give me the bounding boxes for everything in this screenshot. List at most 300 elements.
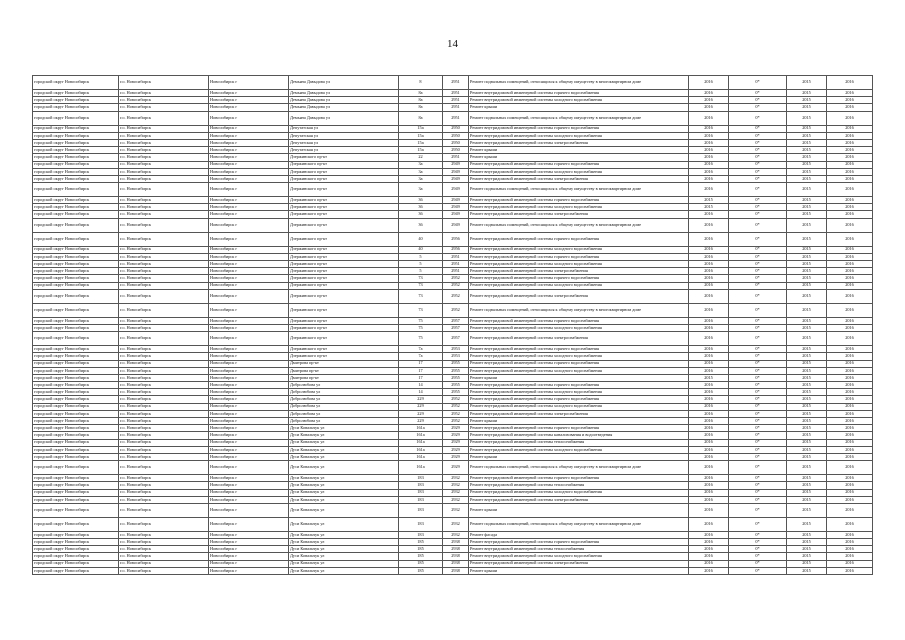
end-year-cell: 2016: [827, 246, 873, 253]
street-cell: Дуси Ковальчук ул: [289, 453, 399, 460]
municipality-cell: городской округ Новосибирск: [33, 503, 119, 517]
district-cell: г.о. Новосибирск: [119, 211, 209, 218]
work-cell: Ремонт внутридомовой инженерной системы холодного водоснабжения: [469, 389, 689, 396]
end-year-cell: 2016: [827, 353, 873, 360]
flag-cell: 0*: [729, 211, 787, 218]
code-cell: 2932: [443, 482, 469, 489]
house-cell: 17: [399, 374, 443, 381]
street-cell: Дзержинского пр-кт: [289, 154, 399, 161]
end-year-cell: 2016: [827, 425, 873, 432]
street-cell: Дуси Ковальчук ул: [289, 489, 399, 496]
year-cell: 2016: [689, 76, 729, 90]
end-year-cell: 2016: [827, 396, 873, 403]
district-cell: г.о. Новосибирск: [119, 332, 209, 346]
city-cell: Новосибирск г: [209, 246, 289, 253]
house-cell: 229: [399, 396, 443, 403]
start-year-cell: 2015: [787, 104, 827, 111]
code-cell: 2929: [443, 425, 469, 432]
city-cell: Новосибирск г: [209, 389, 289, 396]
city-cell: Новосибирск г: [209, 332, 289, 346]
municipality-cell: городской округ Новосибирск: [33, 197, 119, 204]
street-cell: Дуси Ковальчук ул: [289, 539, 399, 546]
table-row: [33, 560, 873, 567]
municipality-cell: городской округ Новосибирск: [33, 261, 119, 268]
house-cell: 161а: [399, 425, 443, 432]
start-year-cell: 2015: [787, 539, 827, 546]
city-cell: Новосибирск г: [209, 183, 289, 197]
table-row: [33, 97, 873, 104]
year-cell: 2016: [689, 275, 729, 282]
start-year-cell: 2015: [787, 90, 827, 97]
code-cell: 2950: [443, 125, 469, 132]
house-cell: 7а: [399, 346, 443, 353]
start-year-cell: 2015: [787, 418, 827, 425]
work-cell: Ремонт подвальных помещений, относящихся к общему имуществу в многоквартирном доме: [469, 183, 689, 197]
district-cell: г.о. Новосибирск: [119, 232, 209, 246]
district-cell: г.о. Новосибирск: [119, 289, 209, 303]
start-year-cell: 2015: [787, 246, 827, 253]
year-cell: 2016: [689, 139, 729, 146]
district-cell: г.о. Новосибирск: [119, 389, 209, 396]
street-cell: Дуси Ковальчук ул: [289, 560, 399, 567]
code-cell: 2956: [443, 232, 469, 246]
page-number: 14: [447, 38, 458, 50]
city-cell: Новосибирск г: [209, 539, 289, 546]
city-cell: Новосибирск г: [209, 418, 289, 425]
work-cell: Ремонт внутридомовой инженерной системы горячего водоснабжения: [469, 539, 689, 546]
start-year-cell: 2015: [787, 175, 827, 182]
work-cell: Ремонт крыши: [469, 154, 689, 161]
flag-cell: 0*: [729, 367, 787, 374]
municipality-cell: городской округ Новосибирск: [33, 439, 119, 446]
street-cell: Дзержинского пр-кт: [289, 346, 399, 353]
district-cell: г.о. Новосибирск: [119, 104, 209, 111]
city-cell: Новосибирск г: [209, 324, 289, 331]
work-cell: Ремонт крыши: [469, 104, 689, 111]
city-cell: Новосибирск г: [209, 261, 289, 268]
table-row: [33, 204, 873, 211]
municipality-cell: городской округ Новосибирск: [33, 161, 119, 168]
municipality-cell: городской округ Новосибирск: [33, 275, 119, 282]
district-cell: г.о. Новосибирск: [119, 503, 209, 517]
house-cell: 75: [399, 324, 443, 331]
city-cell: Новосибирск г: [209, 439, 289, 446]
house-cell: 3а: [399, 168, 443, 175]
code-cell: 2952: [443, 410, 469, 417]
start-year-cell: 2015: [787, 475, 827, 482]
street-cell: Депутатская ул: [289, 125, 399, 132]
end-year-cell: 2016: [827, 489, 873, 496]
table-row: [33, 475, 873, 482]
table-row: [33, 353, 873, 360]
year-cell: 2016: [689, 289, 729, 303]
start-year-cell: 2015: [787, 425, 827, 432]
code-cell: 2951: [443, 90, 469, 97]
work-cell: Ремонт внутридомовой инженерной системы горячего водоснабжения: [469, 275, 689, 282]
street-cell: Дуси Ковальчук ул: [289, 425, 399, 432]
work-cell: Ремонт подвальных помещений, относящихся к общему имуществу в многоквартирном доме: [469, 461, 689, 475]
flag-cell: 0*: [729, 183, 787, 197]
start-year-cell: 2015: [787, 147, 827, 154]
year-cell: 2016: [689, 475, 729, 482]
district-cell: г.о. Новосибирск: [119, 253, 209, 260]
municipality-cell: городской округ Новосибирск: [33, 211, 119, 218]
district-cell: г.о. Новосибирск: [119, 147, 209, 154]
year-cell: 2016: [689, 111, 729, 125]
street-cell: Дзержинского пр-кт: [289, 268, 399, 275]
street-cell: Демьяна Давыдова ул: [289, 104, 399, 111]
municipality-cell: городской округ Новосибирск: [33, 154, 119, 161]
district-cell: г.о. Новосибирск: [119, 418, 209, 425]
end-year-cell: 2016: [827, 76, 873, 90]
end-year-cell: 2016: [827, 97, 873, 104]
end-year-cell: 2016: [827, 453, 873, 460]
code-cell: 2932: [443, 517, 469, 531]
code-cell: 2938: [443, 539, 469, 546]
street-cell: Депутатская ул: [289, 132, 399, 139]
street-cell: Дмитрова пр-кт: [289, 374, 399, 381]
municipality-cell: городской округ Новосибирск: [33, 303, 119, 317]
house-cell: 8а: [399, 97, 443, 104]
work-cell: Ремонт внутридомовой инженерной системы канализования и водоотведения: [469, 432, 689, 439]
house-cell: 161а: [399, 446, 443, 453]
municipality-cell: городской округ Новосибирск: [33, 418, 119, 425]
district-cell: г.о. Новосибирск: [119, 303, 209, 317]
city-cell: Новосибирск г: [209, 90, 289, 97]
code-cell: 2950: [443, 132, 469, 139]
municipality-cell: городской округ Новосибирск: [33, 446, 119, 453]
code-cell: 2932: [443, 503, 469, 517]
work-cell: Ремонт внутридомовой инженерной системы холодного водоснабжения: [469, 261, 689, 268]
street-cell: Дзержинского пр-кт: [289, 175, 399, 182]
street-cell: Дзержинского пр-кт: [289, 218, 399, 232]
district-cell: г.о. Новосибирск: [119, 125, 209, 132]
code-cell: 2955: [443, 360, 469, 367]
street-cell: Дзержинского пр-кт: [289, 275, 399, 282]
municipality-cell: городской округ Новосибирск: [33, 317, 119, 324]
work-cell: Ремонт внутридомовой инженерной системы электроснабжения: [469, 332, 689, 346]
city-cell: Новосибирск г: [209, 97, 289, 104]
district-cell: г.о. Новосибирск: [119, 496, 209, 503]
municipality-cell: городской округ Новосибирск: [33, 517, 119, 531]
district-cell: г.о. Новосибирск: [119, 317, 209, 324]
start-year-cell: 2015: [787, 154, 827, 161]
code-cell: 2952: [443, 275, 469, 282]
district-cell: г.о. Новосибирск: [119, 374, 209, 381]
flag-cell: 0*: [729, 353, 787, 360]
district-cell: г.о. Новосибирск: [119, 90, 209, 97]
end-year-cell: 2016: [827, 154, 873, 161]
work-cell: Ремонт внутридомовой инженерной системы горячего водоснабжения: [469, 232, 689, 246]
start-year-cell: 2015: [787, 183, 827, 197]
street-cell: Дзержинского пр-кт: [289, 168, 399, 175]
work-cell: Ремонт внутридомовой инженерной системы теплоснабжения: [469, 482, 689, 489]
city-cell: Новосибирск г: [209, 475, 289, 482]
city-cell: Новосибирск г: [209, 175, 289, 182]
work-cell: Ремонт внутридомовой инженерной системы электроснабжения: [469, 175, 689, 182]
code-cell: 2952: [443, 403, 469, 410]
year-cell: 2016: [689, 531, 729, 538]
table-row: [33, 332, 873, 346]
flag-cell: 0*: [729, 154, 787, 161]
end-year-cell: 2016: [827, 517, 873, 531]
work-cell: Ремонт подвальных помещений, относящихся к общему имуществу в многоквартирном доме: [469, 218, 689, 232]
start-year-cell: 2015: [787, 317, 827, 324]
code-cell: 2949: [443, 218, 469, 232]
start-year-cell: 2015: [787, 360, 827, 367]
code-cell: 2955: [443, 382, 469, 389]
work-cell: Ремонт внутридомовой инженерной системы теплоснабжения: [469, 546, 689, 553]
year-cell: 2016: [689, 317, 729, 324]
city-cell: Новосибирск г: [209, 531, 289, 538]
start-year-cell: 2015: [787, 482, 827, 489]
end-year-cell: 2016: [827, 282, 873, 289]
street-cell: Демьяна Давыдова ул: [289, 97, 399, 104]
city-cell: Новосибирск г: [209, 482, 289, 489]
city-cell: Новосибирск г: [209, 553, 289, 560]
house-cell: 183: [399, 475, 443, 482]
table-row: [33, 246, 873, 253]
year-cell: 2016: [689, 161, 729, 168]
district-cell: г.о. Новосибирск: [119, 218, 209, 232]
code-cell: 2929: [443, 461, 469, 475]
district-cell: г.о. Новосибирск: [119, 396, 209, 403]
start-year-cell: 2015: [787, 453, 827, 460]
year-cell: 2016: [689, 489, 729, 496]
district-cell: г.о. Новосибирск: [119, 275, 209, 282]
table-row: [33, 268, 873, 275]
municipality-cell: городской округ Новосибирск: [33, 546, 119, 553]
city-cell: Новосибирск г: [209, 275, 289, 282]
house-cell: 185: [399, 560, 443, 567]
start-year-cell: 2015: [787, 132, 827, 139]
code-cell: 2951: [443, 104, 469, 111]
house-cell: 185: [399, 567, 443, 574]
flag-cell: 0*: [729, 282, 787, 289]
end-year-cell: 2016: [827, 531, 873, 538]
program-table: [32, 75, 873, 575]
table-row: [33, 111, 873, 125]
year-cell: 2016: [689, 389, 729, 396]
house-cell: 183: [399, 517, 443, 531]
city-cell: Новосибирск г: [209, 489, 289, 496]
city-cell: Новосибирск г: [209, 382, 289, 389]
flag-cell: 0*: [729, 168, 787, 175]
work-cell: Ремонт внутридомовой инженерной системы горячего водоснабжения: [469, 90, 689, 97]
year-cell: 2016: [689, 125, 729, 132]
house-cell: 73: [399, 289, 443, 303]
code-cell: 2949: [443, 211, 469, 218]
flag-cell: 0*: [729, 76, 787, 90]
work-cell: Ремонт фасада: [469, 531, 689, 538]
district-cell: г.о. Новосибирск: [119, 461, 209, 475]
work-cell: Ремонт подвальных помещений, относящихся к общему имуществу в многоквартирном доме: [469, 111, 689, 125]
district-cell: г.о. Новосибирск: [119, 111, 209, 125]
municipality-cell: городской округ Новосибирск: [33, 531, 119, 538]
district-cell: г.о. Новосибирск: [119, 175, 209, 182]
house-cell: 14: [399, 389, 443, 396]
start-year-cell: 2015: [787, 403, 827, 410]
street-cell: Дзержинского пр-кт: [289, 232, 399, 246]
flag-cell: 0*: [729, 97, 787, 104]
municipality-cell: городской округ Новосибирск: [33, 425, 119, 432]
municipality-cell: городской округ Новосибирск: [33, 168, 119, 175]
municipality-cell: городской округ Новосибирск: [33, 90, 119, 97]
municipality-cell: городской округ Новосибирск: [33, 346, 119, 353]
district-cell: г.о. Новосибирск: [119, 410, 209, 417]
work-cell: Ремонт внутридомовой инженерной системы электроснабжения: [469, 211, 689, 218]
street-cell: Дзержинского пр-кт: [289, 183, 399, 197]
house-cell: 73: [399, 282, 443, 289]
year-cell: 2016: [689, 539, 729, 546]
year-cell: 2016: [689, 439, 729, 446]
code-cell: 2952: [443, 303, 469, 317]
house-cell: 14: [399, 382, 443, 389]
municipality-cell: городской округ Новосибирск: [33, 367, 119, 374]
year-cell: 2016: [689, 546, 729, 553]
flag-cell: 0*: [729, 268, 787, 275]
table-row: [33, 303, 873, 317]
municipality-cell: городской округ Новосибирск: [33, 360, 119, 367]
municipality-cell: городской округ Новосибирск: [33, 97, 119, 104]
flag-cell: 0*: [729, 410, 787, 417]
start-year-cell: 2015: [787, 560, 827, 567]
end-year-cell: 2016: [827, 132, 873, 139]
municipality-cell: городской округ Новосибирск: [33, 253, 119, 260]
city-cell: Новосибирск г: [209, 410, 289, 417]
year-cell: 2015: [689, 374, 729, 381]
street-cell: Дуси Ковальчук ул: [289, 531, 399, 538]
year-cell: 2016: [689, 303, 729, 317]
start-year-cell: 2015: [787, 76, 827, 90]
end-year-cell: 2016: [827, 197, 873, 204]
table-row: [33, 396, 873, 403]
flag-cell: 0*: [729, 147, 787, 154]
work-cell: Ремонт внутридомовой инженерной системы электроснабжения: [469, 410, 689, 417]
street-cell: Дзержинского пр-кт: [289, 261, 399, 268]
flag-cell: 0*: [729, 232, 787, 246]
code-cell: 2955: [443, 367, 469, 374]
code-cell: 2955: [443, 374, 469, 381]
city-cell: Новосибирск г: [209, 197, 289, 204]
district-cell: г.о. Новосибирск: [119, 453, 209, 460]
house-cell: 161а: [399, 432, 443, 439]
house-cell: 36: [399, 211, 443, 218]
work-cell: Ремонт внутридомовой инженерной системы горячего водоснабжения: [469, 425, 689, 432]
table-row: [33, 183, 873, 197]
table-row: [33, 104, 873, 111]
end-year-cell: 2016: [827, 503, 873, 517]
municipality-cell: городской округ Новосибирск: [33, 324, 119, 331]
municipality-cell: городской округ Новосибирск: [33, 496, 119, 503]
municipality-cell: городской округ Новосибирск: [33, 175, 119, 182]
table-row: [33, 489, 873, 496]
flag-cell: 0*: [729, 396, 787, 403]
city-cell: Новосибирск г: [209, 125, 289, 132]
flag-cell: 0*: [729, 332, 787, 346]
work-cell: Ремонт внутридомовой инженерной системы теплоснабжения: [469, 439, 689, 446]
table-row: [33, 139, 873, 146]
district-cell: г.о. Новосибирск: [119, 261, 209, 268]
house-cell: 161а: [399, 461, 443, 475]
code-cell: 2929: [443, 453, 469, 460]
work-cell: Ремонт внутридомовой инженерной системы электроснабжения: [469, 268, 689, 275]
street-cell: Демьяна Давыдова ул: [289, 90, 399, 97]
work-cell: Ремонт подвальных помещений, относящихся к общему имуществу в многоквартирном доме: [469, 76, 689, 90]
street-cell: Дуси Ковальчук ул: [289, 496, 399, 503]
street-cell: Демьяна Давыдова ул: [289, 111, 399, 125]
work-cell: Ремонт внутридомовой инженерной системы холодного водоснабжения: [469, 204, 689, 211]
district-cell: г.о. Новосибирск: [119, 560, 209, 567]
city-cell: Новосибирск г: [209, 211, 289, 218]
flag-cell: 0*: [729, 425, 787, 432]
start-year-cell: 2015: [787, 275, 827, 282]
street-cell: Дзержинского пр-кт: [289, 253, 399, 260]
start-year-cell: 2015: [787, 218, 827, 232]
city-cell: Новосибирск г: [209, 517, 289, 531]
municipality-cell: городской округ Новосибирск: [33, 489, 119, 496]
house-cell: 17: [399, 367, 443, 374]
start-year-cell: 2015: [787, 517, 827, 531]
year-cell: 2015: [689, 197, 729, 204]
start-year-cell: 2015: [787, 97, 827, 104]
city-cell: Новосибирск г: [209, 560, 289, 567]
work-cell: Ремонт внутридомовой инженерной системы горячего водоснабжения: [469, 125, 689, 132]
house-cell: 36: [399, 204, 443, 211]
municipality-cell: городской округ Новосибирск: [33, 374, 119, 381]
city-cell: Новосибирск г: [209, 161, 289, 168]
end-year-cell: 2016: [827, 432, 873, 439]
district-cell: г.о. Новосибирск: [119, 446, 209, 453]
house-cell: 75: [399, 317, 443, 324]
district-cell: г.о. Новосибирск: [119, 197, 209, 204]
start-year-cell: 2015: [787, 346, 827, 353]
work-cell: Ремонт внутридомовой инженерной системы холодного водоснабжения: [469, 324, 689, 331]
table-row: [33, 161, 873, 168]
district-cell: г.о. Новосибирск: [119, 282, 209, 289]
year-cell: 2016: [689, 132, 729, 139]
table-row: [33, 389, 873, 396]
street-cell: Дзержинского пр-кт: [289, 197, 399, 204]
city-cell: Новосибирск г: [209, 253, 289, 260]
start-year-cell: 2015: [787, 161, 827, 168]
end-year-cell: 2016: [827, 139, 873, 146]
year-cell: 2016: [689, 246, 729, 253]
table-row: [33, 282, 873, 289]
municipality-cell: городской округ Новосибирск: [33, 268, 119, 275]
start-year-cell: 2015: [787, 567, 827, 574]
street-cell: Дуси Ковальчук ул: [289, 439, 399, 446]
start-year-cell: 2015: [787, 531, 827, 538]
work-cell: Ремонт внутридомовой инженерной системы горячего водоснабжения: [469, 396, 689, 403]
municipality-cell: городской округ Новосибирск: [33, 111, 119, 125]
table-row: [33, 232, 873, 246]
end-year-cell: 2016: [827, 539, 873, 546]
year-cell: 2016: [689, 396, 729, 403]
work-cell: Ремонт крыши: [469, 147, 689, 154]
year-cell: 2016: [689, 175, 729, 182]
city-cell: Новосибирск г: [209, 432, 289, 439]
municipality-cell: городской округ Новосибирск: [33, 389, 119, 396]
municipality-cell: городской округ Новосибирск: [33, 218, 119, 232]
table-row: [33, 324, 873, 331]
district-cell: г.о. Новосибирск: [119, 475, 209, 482]
table-row: [33, 539, 873, 546]
work-cell: Ремонт внутридомовой инженерной системы холодного водоснабжения: [469, 132, 689, 139]
work-cell: Ремонт подвальных помещений, относящихся к общему имуществу в многоквартирном доме: [469, 517, 689, 531]
district-cell: г.о. Новосибирск: [119, 76, 209, 90]
city-cell: Новосибирск г: [209, 367, 289, 374]
